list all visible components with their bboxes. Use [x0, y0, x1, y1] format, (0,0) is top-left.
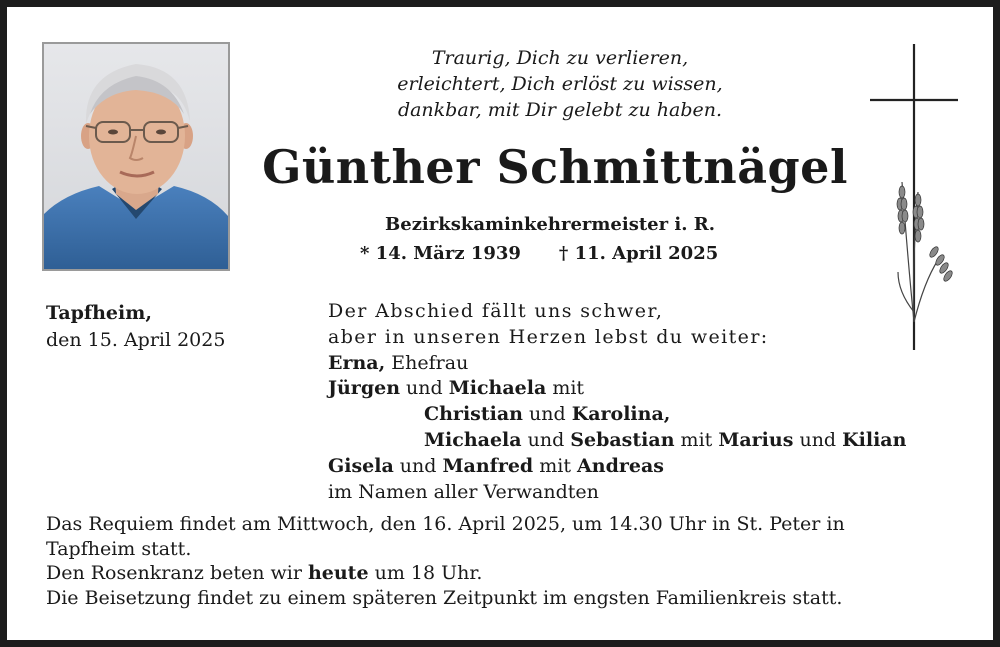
connector-text: mit: [674, 428, 719, 451]
farewell-line: aber in unseren Herzen lebst du weiter:: [328, 325, 769, 348]
life-dates: [360, 243, 718, 264]
connector-text: und: [522, 403, 572, 426]
relation-text: Ehefrau: [385, 351, 469, 374]
mourner-name: Kilian: [842, 428, 907, 451]
mourners-list: [328, 299, 906, 505]
mourner-name: Erna,: [328, 351, 386, 374]
connector-text: und: [400, 377, 449, 400]
connector-text: und: [793, 428, 843, 451]
rosary-text: Den Rosenkranz beten wir: [46, 562, 308, 584]
mourner-line: [328, 454, 906, 480]
connector-text: mit: [533, 454, 578, 477]
burial-line: Die Beisetzung findet zu einem späteren Zeitpunkt im engsten Familienkreis statt.: [46, 586, 843, 609]
mourner-name: Jürgen: [328, 377, 401, 400]
place-date-text: den 15. April 2025: [46, 329, 226, 351]
place-town: Tapfheim,: [46, 302, 152, 324]
connector-text: und: [393, 454, 443, 477]
verse-line: Traurig, Dich zu verlieren,: [431, 47, 689, 69]
requiem-line: Tapfheim statt.: [46, 537, 192, 560]
death-date: † 11. April 2025: [558, 243, 719, 264]
mourner-name: Sebastian: [570, 428, 675, 451]
mourner-name: Michaela: [424, 428, 522, 451]
rosary-line: [46, 561, 946, 586]
mourner-name: Andreas: [577, 454, 664, 477]
memorial-verse: [300, 45, 820, 123]
farewell-line: Der Abschied fällt uns schwer,: [328, 300, 664, 322]
mourner-name: Michaela: [448, 377, 547, 400]
place-date: [46, 300, 225, 354]
mourner-name: Marius: [718, 428, 794, 451]
mourner-line: [328, 428, 906, 454]
mourner-line: [328, 376, 906, 402]
requiem-line: Das Requiem findet am Mittwoch, den 16. April 2025, um 14.30 Uhr in St. Peter in: [46, 513, 845, 535]
mourner-line: [328, 351, 906, 377]
connector-text: und: [521, 428, 571, 451]
deceased-name: Günther Schmittnägel: [262, 140, 848, 194]
mourner-name: Gisela: [328, 454, 394, 477]
portrait-photo: [42, 42, 230, 271]
birth-date: * 14. März 1939: [360, 243, 521, 264]
closing-line: im Namen aller Verwandten: [328, 480, 599, 503]
service-notes: [46, 512, 946, 610]
rosary-text: um 18 Uhr.: [368, 562, 483, 584]
mourner-name: Christian: [424, 403, 523, 426]
mourner-name: Karolina,: [571, 403, 671, 426]
deceased-occupation: Bezirkskaminkehrermeister i. R.: [385, 214, 715, 235]
connector-text: mit: [546, 377, 585, 400]
verse-line: erleichtert, Dich erlöst zu wissen,: [397, 73, 723, 95]
mourner-name: Manfred: [442, 454, 534, 477]
verse-line: dankbar, mit Dir gelebt zu haben.: [397, 99, 723, 121]
rosary-emphasis: heute: [307, 562, 369, 584]
mourner-line: [328, 402, 906, 428]
